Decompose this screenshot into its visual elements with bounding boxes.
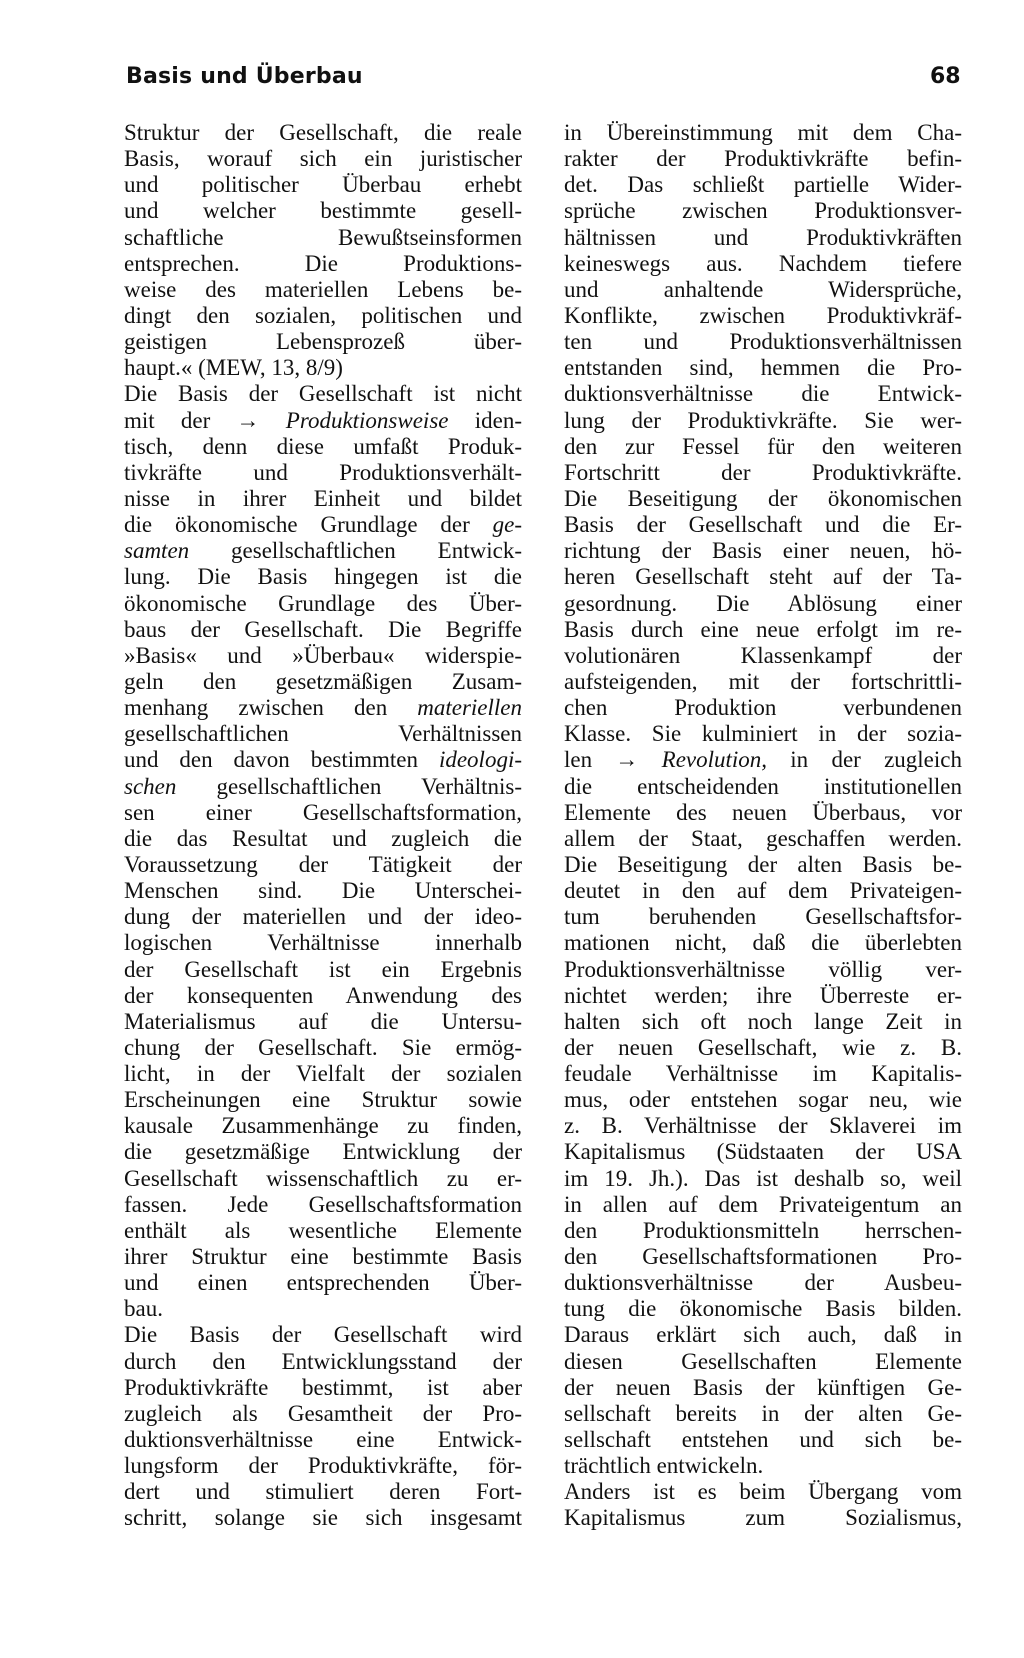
text-line: lung der Produktivkräfte. Sie wer- xyxy=(564,407,962,433)
text-line: haupt.« (MEW, 13, 8/9) xyxy=(124,355,343,381)
text-fragment: menhang zwischen den xyxy=(124,695,418,721)
text-line: Basis der Gesellschaft und die Er- xyxy=(564,512,962,538)
text-line: Elemente des neuen Überbaus, vor xyxy=(564,799,962,825)
text-line: Basis durch eine neue erfolgt im re- xyxy=(564,616,962,642)
text-line: hältnissen und Produktivkräften xyxy=(564,224,962,250)
text-line: Anders ist es beim Übergang vom xyxy=(564,1479,962,1505)
text-line: ökonomische Grundlage des Über- xyxy=(124,590,522,616)
text-line: nisse in ihrer Einheit und bildet xyxy=(124,485,522,511)
text-line: duktionsverhältnisse die Entwick- xyxy=(564,381,962,407)
italic-term: materiellen xyxy=(417,695,522,721)
text-line: Voraussetzung der Tätigkeit der xyxy=(124,851,522,877)
italic-term: samten xyxy=(124,538,190,564)
text-line: die das Resultat und zugleich die xyxy=(124,825,522,851)
text-line: Konflikte, zwischen Produktivkräf- xyxy=(564,302,962,328)
text-line: Klasse. Sie kulminiert in der sozia- xyxy=(564,721,962,747)
text-fragment: gesellschaftlichen Verhältnis- xyxy=(176,773,522,799)
text-line xyxy=(124,538,522,564)
text-line: in allen auf dem Privateigentum an xyxy=(564,1191,962,1217)
text-line xyxy=(124,408,522,434)
italic-term: schen xyxy=(124,773,177,799)
page-number: 68 xyxy=(930,64,961,89)
text-line: lungsform der Produktivkräfte, för- xyxy=(124,1453,522,1479)
text-line: mationen nicht, daß die überlebten xyxy=(564,930,962,956)
text-line: Die Basis der Gesellschaft ist nicht xyxy=(124,381,522,407)
text-line: entstanden sind, hemmen die Pro- xyxy=(564,355,962,381)
text-line: Produktivkräfte bestimmt, ist aber xyxy=(124,1374,522,1400)
text-line: Basis, worauf sich ein juristischer xyxy=(124,146,522,172)
italic-term: ge- xyxy=(492,512,522,538)
text-line: gesordnung. Die Ablösung einer xyxy=(564,590,962,616)
text-line: bau. xyxy=(124,1296,163,1322)
text-line: tung die ökonomische Basis bilden. xyxy=(564,1296,962,1322)
text-line: chen Produktion verbundenen xyxy=(564,695,962,721)
text-line: dung der materiellen und der ideo- xyxy=(124,904,522,930)
text-fragment: in der zugleich xyxy=(767,747,962,773)
text-line: heren Gesellschaft steht auf der Ta- xyxy=(564,564,962,590)
text-line: geln den gesetzmäßigen Zusam- xyxy=(124,668,522,694)
text-line: tisch, denn diese umfaßt Produk- xyxy=(124,433,522,459)
text-line: Struktur der Gesellschaft, die reale xyxy=(124,120,522,145)
text-line: Materialismus auf die Untersu- xyxy=(124,1008,522,1034)
text-fragment: iden- xyxy=(448,407,522,433)
text-line: z. B. Verhältnisse der Sklaverei im xyxy=(564,1113,962,1139)
text-line: die entscheidenden institutionellen xyxy=(564,773,962,799)
text-line: kausale Zusammenhänge zu finden, xyxy=(124,1113,522,1139)
text-fragment: die ökonomische Grundlage der xyxy=(124,512,493,538)
text-line: Die Beseitigung der ökonomischen xyxy=(564,485,962,511)
text-line: den zur Fessel für den weiteren xyxy=(564,433,962,459)
text-line: durch den Entwicklungsstand der xyxy=(124,1348,522,1374)
text-line: gesellschaftlichen Verhältnissen xyxy=(124,721,522,747)
text-line: rakter der Produktivkräfte befin- xyxy=(564,146,962,172)
text-line: und politischer Überbau erhebt xyxy=(124,172,522,198)
text-line: zugleich als Gesamtheit der Pro- xyxy=(124,1400,522,1426)
text-line xyxy=(124,512,522,538)
italic-term: Revolution, xyxy=(661,747,768,773)
text-line: logischen Verhältnisse innerhalb xyxy=(124,930,522,956)
text-line: volutionären Klassenkampf der xyxy=(564,642,962,668)
text-line: den Produktionsmitteln herrschen- xyxy=(564,1217,962,1243)
text-line: sen einer Gesellschaftsformation, xyxy=(124,799,522,825)
text-line: sellschaft bereits in der alten Ge- xyxy=(564,1400,962,1426)
text-line: Fortschritt der Produktivkräfte. xyxy=(564,459,962,485)
text-line: sellschaft entstehen und sich be- xyxy=(564,1427,962,1453)
text-line: Erscheinungen eine Struktur sowie xyxy=(124,1087,522,1113)
italic-term: ideologi- xyxy=(438,747,522,773)
text-line: ten und Produktionsverhältnissen xyxy=(564,329,962,355)
text-line: tum beruhenden Gesellschaftsfor- xyxy=(564,904,962,930)
text-line: keineswegs aus. Nachdem tiefere xyxy=(564,250,962,276)
text-line: ihrer Struktur eine bestimmte Basis xyxy=(124,1244,522,1270)
text-fragment: mit der → xyxy=(124,407,286,433)
text-line: duktionsverhältnisse eine Entwick- xyxy=(124,1427,522,1453)
text-line: nichtet werden; ihre Überreste er- xyxy=(564,982,962,1008)
text-line xyxy=(124,695,522,721)
text-fragment: len → xyxy=(564,747,662,773)
text-line: Produktionsverhältnisse völlig ver- xyxy=(564,956,962,982)
text-line: der konsequenten Anwendung des xyxy=(124,982,522,1008)
text-line: Daraus erklärt sich auch, daß in xyxy=(564,1322,962,1348)
text-line: in Übereinstimmung mit dem Cha- xyxy=(564,120,962,145)
text-line: licht, in der Vielfalt der sozialen xyxy=(124,1061,522,1087)
text-line: Kapitalismus zum Sozialismus, xyxy=(564,1505,962,1531)
text-line: tivkräfte und Produktionsverhält- xyxy=(124,459,522,485)
text-line: Menschen sind. Die Unterschei- xyxy=(124,878,522,904)
text-fragment: und den davon bestimmten xyxy=(124,747,439,773)
text-fragment: gesellschaftlichen Entwick- xyxy=(189,538,522,564)
text-line: deutet in den auf dem Privateigen- xyxy=(564,878,962,904)
text-line: entsprechen. Die Produktions- xyxy=(124,250,522,276)
text-line xyxy=(124,747,522,773)
text-line: weise des materiellen Lebens be- xyxy=(124,276,522,302)
text-line: der neuen Basis der künftigen Ge- xyxy=(564,1374,962,1400)
text-line: im 19. Jh.). Das ist deshalb so, weil xyxy=(564,1165,962,1191)
text-line: schritt, solange sie sich insgesamt xyxy=(124,1505,522,1531)
text-line: baus der Gesellschaft. Die Begriffe xyxy=(124,616,522,642)
text-line: diesen Gesellschaften Elemente xyxy=(564,1348,962,1374)
text-line: lung. Die Basis hingegen ist die xyxy=(124,564,522,590)
text-line: halten sich oft noch lange Zeit in xyxy=(564,1008,962,1034)
text-line: chung der Gesellschaft. Sie ermög- xyxy=(124,1034,522,1060)
text-column-left xyxy=(124,120,522,1532)
text-line xyxy=(564,747,962,773)
text-line: sprüche zwischen Produktionsver- xyxy=(564,198,962,224)
text-line: schaftliche Bewußtseinsformen xyxy=(124,224,522,250)
text-line: fassen. Jede Gesellschaftsformation xyxy=(124,1191,522,1217)
text-line: der neuen Gesellschaft, wie z. B. xyxy=(564,1034,962,1060)
text-line: enthält als wesentliche Elemente xyxy=(124,1217,522,1243)
text-line: Die Basis der Gesellschaft wird xyxy=(124,1322,522,1348)
text-line: und welcher bestimmte gesell- xyxy=(124,198,522,224)
italic-term: Produktionsweise xyxy=(285,407,449,433)
text-line: richtung der Basis einer neuen, hö- xyxy=(564,538,962,564)
text-line: die gesetzmäßige Entwicklung der xyxy=(124,1139,522,1165)
text-line: und anhaltende Widersprüche, xyxy=(564,276,962,302)
text-line: der Gesellschaft ist ein Ergebnis xyxy=(124,956,522,982)
text-line: duktionsverhältnisse der Ausbeu- xyxy=(564,1270,962,1296)
text-line: dingt den sozialen, politischen und xyxy=(124,302,522,328)
text-line: »Basis« und »Überbau« widerspie- xyxy=(124,642,522,668)
text-line: Kapitalismus (Südstaaten der USA xyxy=(564,1139,962,1165)
text-line: und einen entsprechenden Über- xyxy=(124,1270,522,1296)
text-line: Gesellschaft wissenschaftlich zu er- xyxy=(124,1165,522,1191)
text-line: den Gesellschaftsformationen Pro- xyxy=(564,1244,962,1270)
text-column-right xyxy=(564,120,962,1532)
text-line: feudale Verhältnisse im Kapitalis- xyxy=(564,1061,962,1087)
text-line: Die Beseitigung der alten Basis be- xyxy=(564,851,962,877)
text-line: mus, oder entstehen sogar neu, wie xyxy=(564,1087,962,1113)
text-line: det. Das schließt partielle Wider- xyxy=(564,172,962,198)
text-line: dert und stimuliert deren Fort- xyxy=(124,1479,522,1505)
text-line xyxy=(124,774,522,800)
text-line: aufsteigenden, mit der fortschrittli- xyxy=(564,668,962,694)
text-line: geistigen Lebensprozeß über- xyxy=(124,329,522,355)
text-line: allem der Staat, geschaffen werden. xyxy=(564,825,962,851)
text-line: trächtlich entwickeln. xyxy=(564,1453,764,1479)
running-head-title: Basis und Überbau xyxy=(126,64,363,89)
